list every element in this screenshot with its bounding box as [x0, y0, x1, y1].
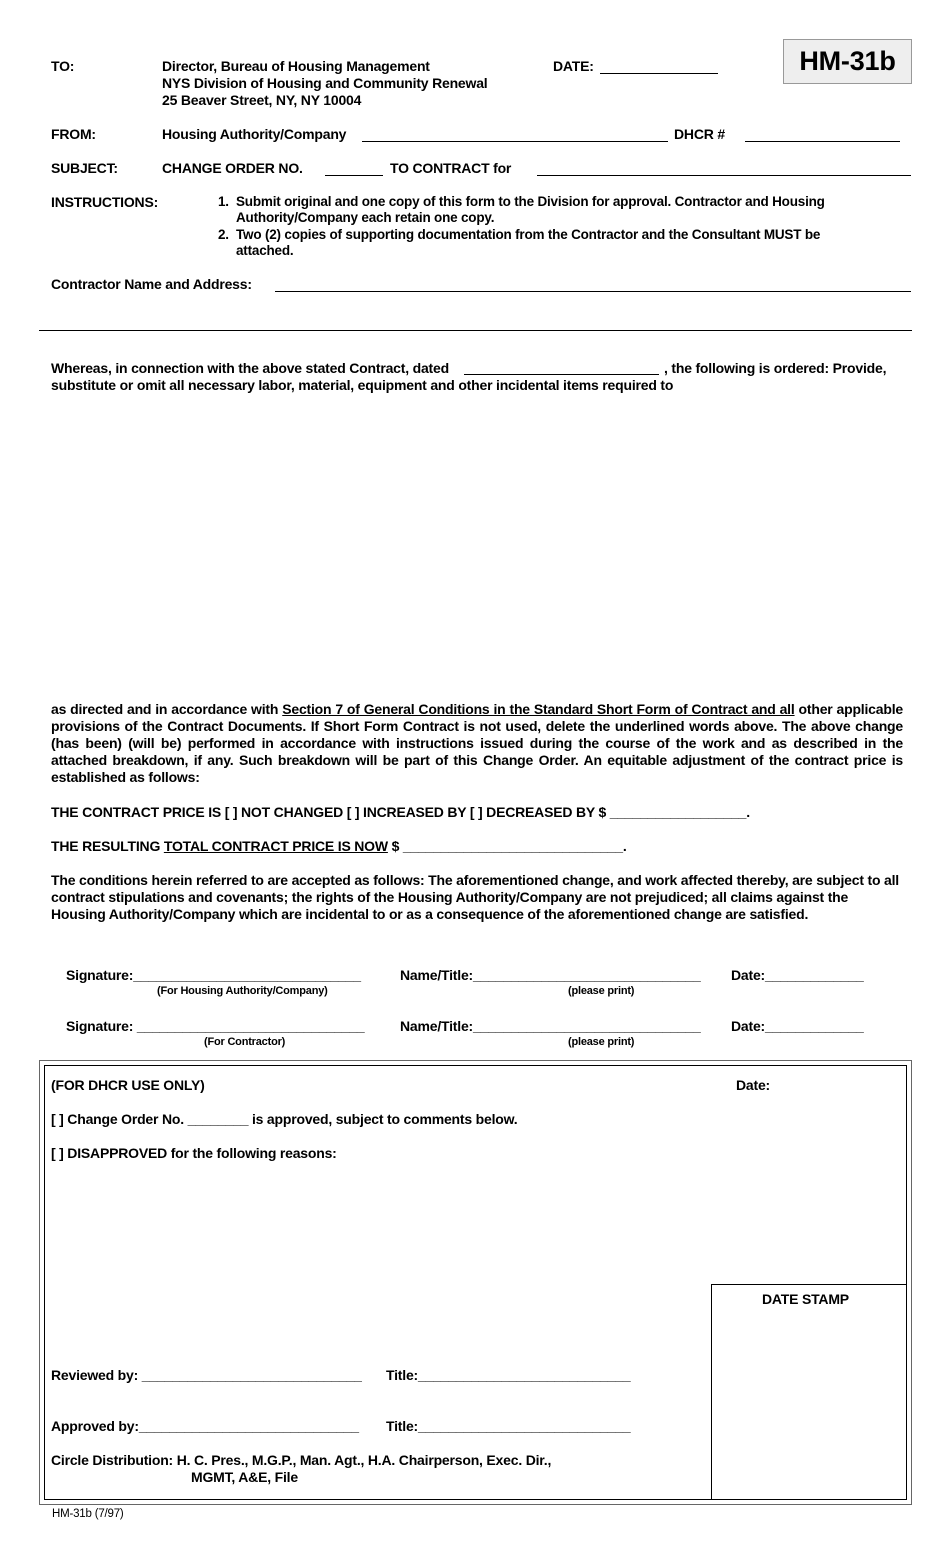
whereas-text-a: Whereas, in connection with the above stated Contract, dated [51, 360, 449, 376]
directed-text-a: as directed and in accordance with [51, 701, 283, 717]
dhcr-number-field[interactable] [745, 141, 900, 142]
distribution-line-2: MGMT, A&E, File [191, 1469, 298, 1485]
date-1-field[interactable]: Date:_____________ [731, 967, 864, 983]
resulting-text-b: $ _____________________________. [387, 838, 627, 854]
resulting-price-line [51, 838, 627, 854]
to-label: TO: [51, 58, 75, 74]
name-title-1-field[interactable]: Name/Title:______________________________ [400, 967, 701, 983]
from-field[interactable] [362, 141, 668, 142]
date-2-field[interactable]: Date:_____________ [731, 1018, 864, 1034]
section-divider [39, 330, 912, 331]
directed-underlined-text: Section 7 of General Conditions in the Standard Short Form of Contract and all [282, 701, 795, 717]
contract-price-line: THE CONTRACT PRICE IS [ ] NOT CHANGED [ ] INCREASED BY [ ] DECREASED BY $ __________________. [51, 804, 750, 820]
signature-1-field[interactable]: Signature:______________________________ [66, 967, 361, 983]
subject-to-contract: TO CONTRACT for [390, 160, 512, 176]
form-id-box [783, 39, 912, 84]
contractor-field[interactable] [275, 291, 911, 292]
disapproved-checkbox-line[interactable]: [ ] DISAPPROVED for the following reasons: [51, 1145, 337, 1161]
date-field[interactable] [600, 73, 718, 74]
contract-for-field[interactable] [537, 175, 911, 176]
to-line-1: Director, Bureau of Housing Management [162, 58, 430, 74]
distribution-line-1: Circle Distribution: H. C. Pres., M.G.P., Man. Agt., H.A. Chairperson, Exec. Dir., [51, 1452, 552, 1468]
dhcr-number-label: DHCR # [674, 126, 725, 142]
from-label: FROM: [51, 126, 96, 142]
name-title-2-field[interactable]: Name/Title:______________________________ [400, 1018, 701, 1034]
subject-change-order: CHANGE ORDER NO. [162, 160, 303, 176]
signature-2-field[interactable]: Signature: ______________________________ [66, 1018, 365, 1034]
directed-text-b: other applicable provisions of the Contract Documents. If Short Form Contract is not used, delete the underlined words above. The above change (has been) (will be) performed in accordance with instructions issued during the course of the work and as described in the attached breakdown, if any. Such breakdown will be part of this Change Order. An equitable adjustment of the contract price is established as follows: [51, 701, 903, 785]
whereas-text-b: , the following is ordered: Provide, [664, 360, 887, 376]
to-line-3: 25 Beaver Street, NY, NY 10004 [162, 92, 362, 108]
approved-checkbox-line[interactable]: [ ] Change Order No. ________ is approved, subject to comments below. [51, 1111, 518, 1127]
signature-1-caption: (For Housing Authority/Company) [157, 985, 328, 997]
name-title-2-caption: (please print) [568, 1036, 635, 1048]
footer-form-code: HM-31b (7/97) [52, 1508, 124, 1520]
date-stamp-box [711, 1284, 907, 1500]
whereas-text-line-2: substitute or omit all necessary labor, material, equipment and other incidental items required to [51, 377, 674, 393]
from-value: Housing Authority/Company [162, 126, 347, 142]
resulting-underlined-text: TOTAL CONTRACT PRICE IS NOW [163, 838, 388, 854]
approved-by-field[interactable]: Approved by:_____________________________ [51, 1418, 359, 1434]
instructions-label: INSTRUCTIONS: [51, 194, 159, 210]
date-stamp-label: DATE STAMP [762, 1291, 849, 1307]
instruction-2-line-1: Two (2) copies of supporting documentation from the Contractor and the Consultant MUST be [236, 227, 821, 242]
approver-title-field[interactable]: Title:____________________________ [386, 1418, 631, 1434]
instruction-2-line-2: attached. [236, 243, 294, 258]
contractor-label: Contractor Name and Address: [51, 276, 252, 292]
signature-2-caption: (For Contractor) [204, 1036, 286, 1048]
reviewed-by-field[interactable]: Reviewed by: _____________________________ [51, 1367, 362, 1383]
instruction-1-number: 1. [218, 194, 229, 209]
instruction-1-line-1: Submit original and one copy of this form to the Division for approval. Contractor and Housing [236, 194, 825, 209]
name-title-1-caption: (please print) [568, 985, 635, 997]
instruction-1-line-2: Authority/Company each retain one copy. [236, 210, 495, 225]
change-order-number-field[interactable] [325, 175, 383, 176]
instruction-2-number: 2. [218, 227, 229, 242]
dhcr-title: (FOR DHCR USE ONLY) [51, 1077, 205, 1093]
subject-label: SUBJECT: [51, 160, 118, 176]
date-label: DATE: [553, 58, 594, 74]
form-id: HM-31b [799, 46, 896, 76]
directed-paragraph [51, 701, 903, 786]
contract-dated-field[interactable] [464, 374, 659, 375]
resulting-text-a: THE RESULTING [51, 838, 164, 854]
conditions-paragraph: The conditions herein referred to are accepted as follows: The aforementioned change, and work affected thereby, are subject to all contract stipulations and covenants; the rights of the Housing Authority/Company are not prejudiced; all claims against the Housing Authority/Company which are incidental to or as a consequence of the aforementioned change are satisfied. [51, 872, 899, 922]
dhcr-date-label: Date: [736, 1077, 771, 1093]
reviewer-title-field[interactable]: Title:____________________________ [386, 1367, 631, 1383]
to-line-2: NYS Division of Housing and Community Renewal [162, 75, 488, 91]
